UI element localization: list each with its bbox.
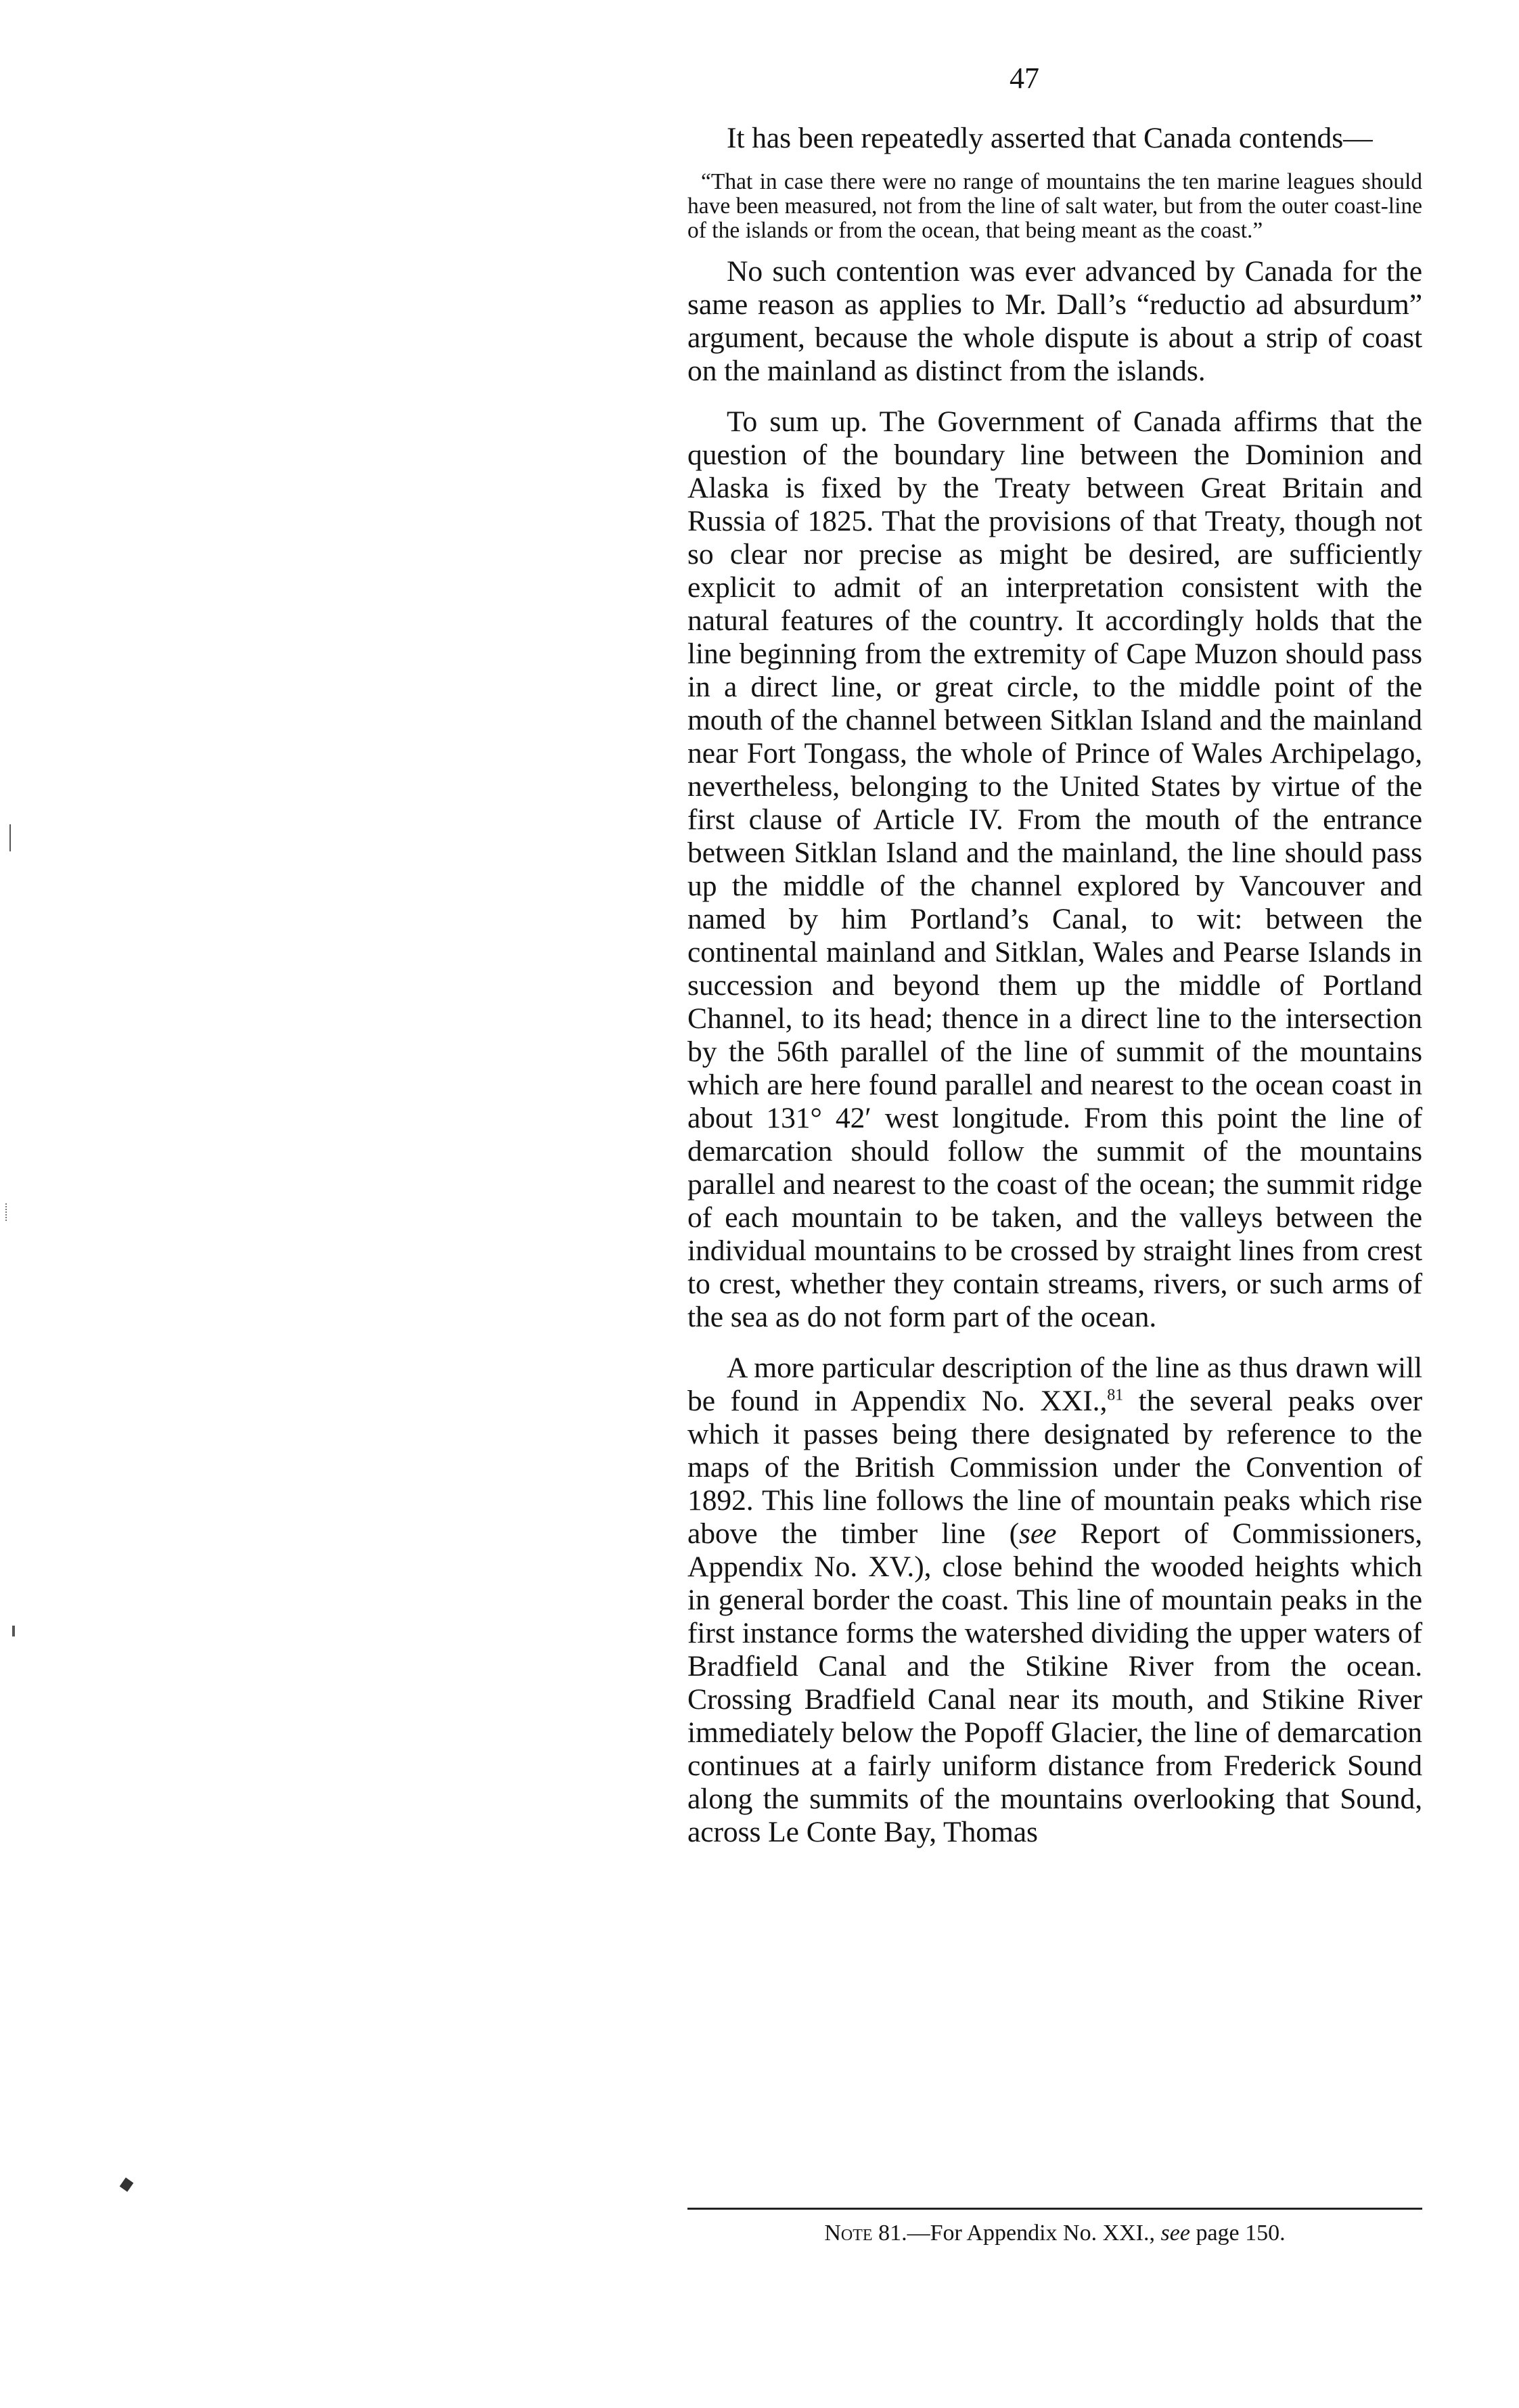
margin-mark (12, 1626, 15, 1636)
page-number: 47 (1010, 62, 1039, 95)
paragraph-text-start: A more particular description of the line as thus drawn will be found in Appendix No. XXI., (687, 1352, 1422, 1417)
paragraph-particular-description (687, 1352, 1422, 1849)
footnote-tail: page 150. (1189, 2221, 1286, 2246)
block-quote: “That in case there were no range of mountains the ten marine leagues should have been measured, not from the line of salt water, but from the outer coast-line of the islands or from the ocean, that being meant as the coast.” (687, 169, 1422, 243)
paragraph-to-sum-up: To sum up. The Government of Canada affirms that the question of the boundary line between the Dominion and Alaska is fixed by the Treaty between Great Britain and Russia of 1825. That the provisions of that Treaty, though not so clear nor precise as might be desired, are sufficiently explicit to admit of an interpretation consistent with the natural features of the country. It accordingly holds that the line beginning from the extremity of Cape Muzon should pass in a direct line, or great circle, to the middle point of the mouth of the channel between Sitklan Island and the mainland near Fort Tongass, the whole of Prince of Wales Archipelago, nevertheless, belonging to the United States by virtue of the first clause of Article IV. From the mouth of the entrance between Sitklan Island and the mainland, the line should pass up the middle of the channel explored by Vancouver and named by him Portland’s Canal, to wit: between the continental mainland and Sitklan, Wales and Pearse Islands in succession and beyond them up the middle of Portland Channel, to its head; thence in a direct line to the intersection by the 56th parallel of the line of summit of the mountains which are here found parallel and nearest to the ocean coast in about 131° 42′ west longitude. From this point the line of demarcation should follow the summit of the mountains parallel and nearest to the coast of the ocean; the summit ridge of each mountain to be taken, and the valleys between the individual mountains to be crossed by straight lines from crest to crest, whether they contain streams, rivers, or such arms of the sea as do not form part of the ocean. (687, 405, 1422, 1333)
margin-mark (120, 2177, 134, 2191)
paragraph-gap (687, 388, 1422, 405)
body-text-column (687, 122, 1422, 1849)
footnote-label: Note (824, 2221, 873, 2246)
paragraph-gap (687, 1334, 1422, 1352)
paragraph-no-such-contention: No such contention was ever advanced by Canada for the same reason as applies to Mr. Dall’s “reductio ad absurdum” argument, because the whole dispute is about a strip of coast on the mainland as distinct from the islands. (687, 255, 1422, 387)
footnote-reference: 81 (1107, 1386, 1124, 1404)
footnote-divider (687, 2208, 1422, 2210)
margin-mark (5, 1203, 9, 1221)
footnote-number-text: 81.—For Appendix No. XXI., (872, 2221, 1161, 2246)
margin-mark (9, 824, 19, 851)
paragraph-intro: It has been repeatedly asserted that Canada contends— (727, 122, 1373, 154)
footnote-see: see (1160, 2221, 1190, 2246)
paragraph-text-middle: the several peaks over which it passes being there designated by reference to the maps of the British Commission under the Convention of 1892. This line follows the line of mountain peaks which rise above the timber line ( (687, 1385, 1422, 1550)
see-italic: see (1019, 1517, 1057, 1550)
paragraph-text-rest: Report of Commissioners, Appendix No. XV.), close behind the wooded heights which in general border the coast. This line of mountain peaks in the first instance forms the watershed dividing the upper waters of Bradfield Canal and the Stikine River from the ocean. Crossing Bradfield Canal near its mouth, and Stikine River immediately below the Popoff Glacier, the line of demarcation continues at a fairly uniform distance from Frederick Sound along the summits of the mountains overlooking that Sound, across Le Conte Bay, Thomas (687, 1517, 1423, 1848)
footnote (687, 2219, 1422, 2248)
